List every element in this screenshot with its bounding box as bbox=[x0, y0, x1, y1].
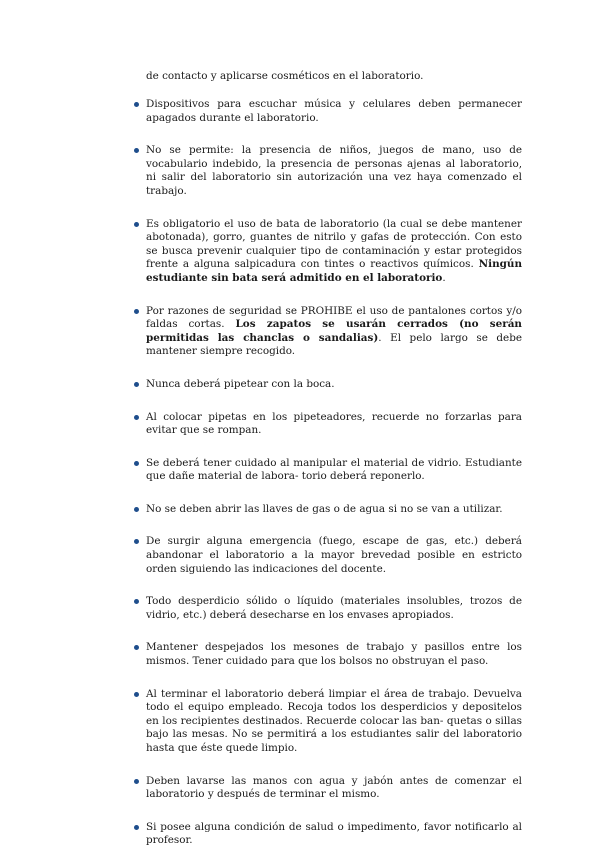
rule-bold-text: Ningún estudiante sin bata será admitido en el laboratorio bbox=[146, 258, 522, 284]
rule-bold-text: Los zapatos se usarán cerrados (no serán permitidas las chanclas o sandalias) bbox=[146, 318, 522, 344]
rule-item bbox=[134, 595, 522, 622]
rule-item bbox=[134, 411, 522, 438]
bullet-icon bbox=[134, 692, 139, 697]
rule-item bbox=[134, 503, 522, 517]
bullet-icon bbox=[134, 222, 139, 227]
rule-item bbox=[134, 144, 522, 198]
rule-text: Todo desperdicio sólido o líquido (materiales insolubles, trozos de vidrio, etc.) deberá desecharse en los envases apropiados. bbox=[146, 595, 522, 621]
bullet-icon bbox=[134, 599, 139, 604]
rule-text: Por razones de seguridad se PROHIBE el uso de pantalones cortos y/o faldas cortas. bbox=[146, 304, 522, 331]
rule-item bbox=[134, 457, 522, 484]
rule-text: Nunca deberá pipetear con la boca. bbox=[146, 377, 335, 390]
rule-item bbox=[134, 821, 522, 848]
bullet-icon bbox=[134, 309, 139, 314]
rule-item bbox=[134, 305, 522, 359]
rules-list bbox=[134, 98, 522, 867]
bullet-icon bbox=[134, 415, 139, 420]
rule-text: No se permite: la presencia de niños, juegos de mano, uso de vocabulario indebido, la presencia de personas ajenas al laboratorio, ni salir del laboratorio sin autorización una vez haya comenzado el trabajo. bbox=[146, 144, 522, 197]
bullet-icon bbox=[134, 779, 139, 784]
rule-item bbox=[134, 378, 522, 392]
bullet-icon bbox=[134, 148, 139, 153]
rule-item bbox=[134, 218, 522, 286]
rule-item bbox=[134, 641, 522, 668]
rule-item bbox=[134, 775, 522, 802]
bullet-icon bbox=[134, 645, 139, 650]
rule-text: Al colocar pipetas en los pipeteadores, recuerde no forzarlas para evitar que se rompan. bbox=[146, 410, 522, 437]
rule-text: Mantener despejados los mesones de trabajo y pasillos entre los mismos. Tener cuidado para que los bolsos no obstruyan el paso. bbox=[146, 641, 522, 668]
bullet-icon bbox=[134, 102, 139, 107]
bullet-icon bbox=[134, 507, 139, 512]
bullet-icon bbox=[134, 539, 139, 544]
rule-item bbox=[134, 535, 522, 576]
rule-text-tail: . El pelo largo se debe mantener siempre recogido. bbox=[146, 331, 522, 358]
bullet-icon bbox=[134, 825, 139, 830]
rule-text: Se deberá tener cuidado al manipular el material de vidrio. Estudiante que dañe material de labora- torio deberá reponerlo. bbox=[146, 456, 522, 483]
rule-text: Si posee alguna condición de salud o impedimento, favor notificarlo al profesor. bbox=[146, 820, 522, 847]
rule-text: Al terminar el laboratorio deberá limpiar el área de trabajo. Devuelva todo el equipo empleado. Recoja todos los desperdicios y depositelos en los recipientes destinados. Recuerde colocar las ban- quetas o sillas bajo las mesas. No se permitirá a los estudiantes salir del laboratorio hasta que éste quede limpio. bbox=[146, 687, 522, 754]
bullet-icon bbox=[134, 461, 139, 466]
continuation-text: de contacto y aplicarse cosméticos en el laboratorio. bbox=[146, 70, 424, 82]
rule-text: De surgir alguna emergencia (fuego, escape de gas, etc.) deberá abandonar el laboratorio a la mayor brevedad posible en estricto orden siguiendo las indicaciones del docente. bbox=[146, 535, 522, 575]
rule-text: Deben lavarse las manos con agua y jabón antes de comenzar el laboratorio y después de terminar el mismo. bbox=[146, 774, 522, 801]
bullet-icon bbox=[134, 382, 139, 387]
rule-text: Es obligatorio el uso de bata de laboratorio (la cual se debe mantener abotonada), gorro, guantes de nitrilo y gafas de protección. Con esto se busca prevenir cualquier tipo de contaminación y estar protegidos frente a alguna salpicadura con tintes o reactivos químicos. bbox=[146, 217, 522, 271]
rule-item bbox=[134, 688, 522, 756]
rule-text-tail: . bbox=[442, 271, 446, 284]
rule-text: Dispositivos para escuchar música y celulares deben permanecer apagados durante el laboratorio. bbox=[146, 98, 522, 124]
rule-item bbox=[134, 98, 522, 125]
rule-text: No se deben abrir las llaves de gas o de agua si no se van a utilizar. bbox=[146, 502, 503, 515]
